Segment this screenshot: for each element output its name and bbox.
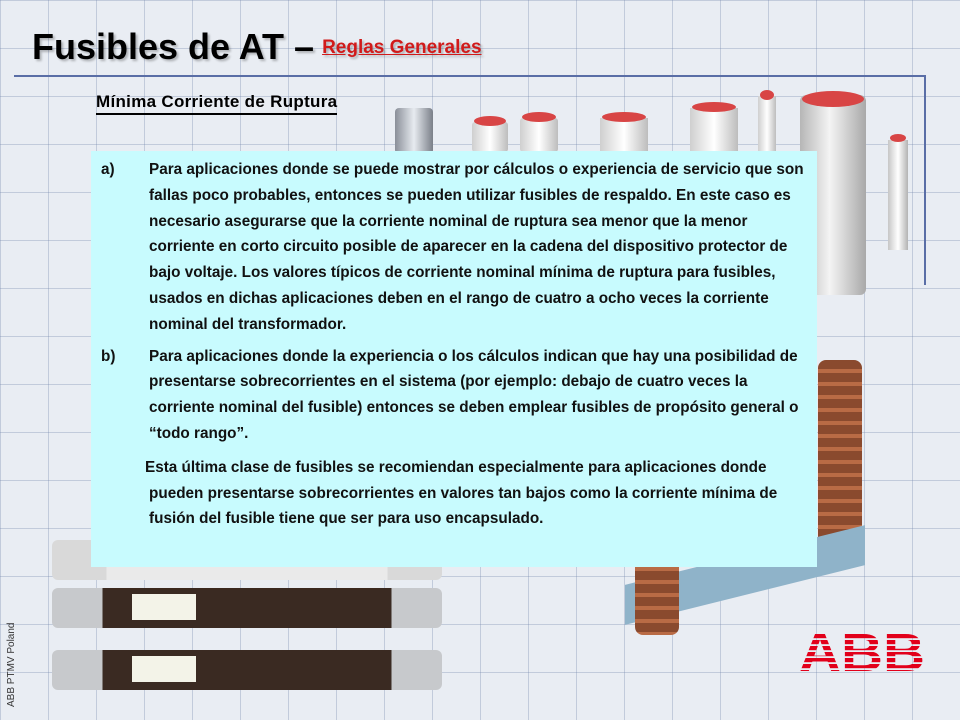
fuse-photo bbox=[758, 96, 776, 158]
section-heading: Mínima Corriente de Ruptura bbox=[96, 92, 337, 115]
abb-logo-text: ABB bbox=[799, 628, 925, 674]
list-item-text: Para aplicaciones donde la experiencia o los cálculos indican que hay una posibilidad de presentarse sobrecorrientes en el sistema (por ejemplo: debajo de cuatro veces la corriente nominal del fusible) entonces se deben emplear fusibles de propósito general o “todo rango”. bbox=[149, 347, 799, 442]
fuse-photo bbox=[520, 118, 558, 152]
title-main: Fusibles de AT – bbox=[32, 26, 315, 67]
frame-divider bbox=[924, 75, 926, 285]
fuse-photo bbox=[395, 108, 433, 154]
fuse-photo bbox=[888, 140, 908, 250]
page-title bbox=[32, 26, 482, 68]
abb-logo bbox=[798, 628, 926, 674]
fuse-photo bbox=[690, 108, 738, 152]
content-box bbox=[91, 151, 817, 567]
fuse-photo bbox=[52, 588, 442, 628]
title-subtitle: Reglas Generales bbox=[322, 37, 482, 58]
fuse-photo bbox=[52, 650, 442, 690]
list-item bbox=[101, 157, 805, 338]
title-divider bbox=[14, 75, 926, 77]
list-item-text: Para aplicaciones donde se puede mostrar por cálculos o experiencia de servicio que son fallas poco probables, entonces se pueden utilizar fusibles de respaldo. En este caso es necesario asegurarse que la corriente nominal de ruptura sea menor que la menor corriente en corto circuito posible de aparecer en la cadena del dispositivo protector de bajo voltaje. Los valores típicos de corriente nominal mínima de ruptura para fusibles, usados en dichas aplicaciones deben en el rango de cuatro a ocho veces la corriente nominal del transformador. bbox=[149, 161, 804, 333]
fuse-photo bbox=[600, 118, 648, 152]
list-item bbox=[101, 344, 805, 447]
list-marker: b) bbox=[101, 347, 116, 365]
side-label: ABB PTMV Poland bbox=[6, 622, 17, 707]
note-paragraph: Esta última clase de fusibles se recomiendan especialmente para aplicaciones donde pueden presentarse sobrecorrientes en valores tan bajos como la corriente mínima de fusión del fusible tiene que ser para uso encapsulado. bbox=[145, 458, 778, 528]
list-marker: a) bbox=[101, 161, 115, 178]
fuse-photo bbox=[472, 122, 508, 152]
